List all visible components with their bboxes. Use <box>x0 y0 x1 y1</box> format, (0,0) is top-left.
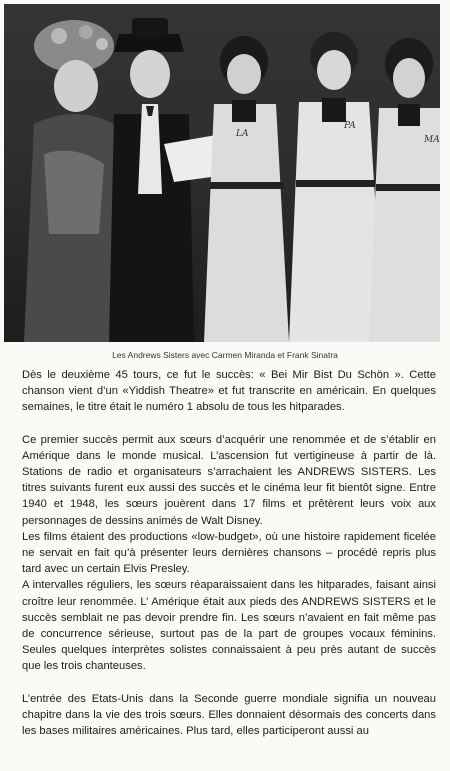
sash-letter-3: MA <box>424 135 440 145</box>
paragraph-2: Ce premier succès permit aux sœurs d’acquérir une renommée et de s’établir en Amérique dans le monde musical. L’ascension fut vertigineuse à partir de là. Stations de radio et organisateurs s’arrachaient les ANDREWS SISTERS. Les titres suivants furent eux aussi des succès et le cinéma leur fit bientôt signe. Entre 1940 et 1948, les sœurs jouèrent dans 17 films et prêtèrent leurs voix aux personnages de dessins animés de Walt Disney. <box>22 433 436 527</box>
photo-caption: Les Andrews Sisters avec Carmen Miranda et Frank Sinatra <box>112 350 338 360</box>
sash-letter-1: LA <box>236 129 249 139</box>
paragraph-1: Dès le deuxième 45 tours, ce fut le succès: « Bei Mir Bist Du Schön ». Cette chanson vient d’un «Yiddish Theatre» et fut transcrite en américain. En quelques semaines, le titre était le numéro 1 absolu de tous les hitparades. <box>22 369 436 414</box>
sash-letter-2: PA <box>344 121 356 131</box>
paragraph-4: A intervalles réguliers, les sœurs réaparaissaient dans les hitparades, faisant ainsi croître leur renommée. L’ Amérique était aux pieds des ANDREWS SISTERS et le succès semblait ne pas devoir prendre fin. Les sœurs n’avaient en fait même pas de concurrence sérieuse, surtout pas de la part de groupes vocaux féminins. Seules quelques interprètes solistes connaissaient à peu près autant de succès que les trois chanteuses. <box>22 579 436 673</box>
paragraph-5: L’entrée des Etats-Unis dans la Seconde guerre mondiale signifia un nouveau chapitre dans la vie des trois sœurs. Elles donnaient désormais des concerts dans les bases militaires américaines. Plus tard, elles participeront aussi au <box>22 692 436 738</box>
article-body <box>22 367 436 739</box>
photo-andrews-sisters <box>4 4 440 342</box>
photo-illustration <box>4 4 440 342</box>
paragraph-3: Les films étaient des productions «low-budget», où une histoire rapidement ficelée ne servait en fait qu’à présenter leurs dernières chansons – procédé repris plus tard avec un certain Elvis Presley. <box>22 530 436 576</box>
